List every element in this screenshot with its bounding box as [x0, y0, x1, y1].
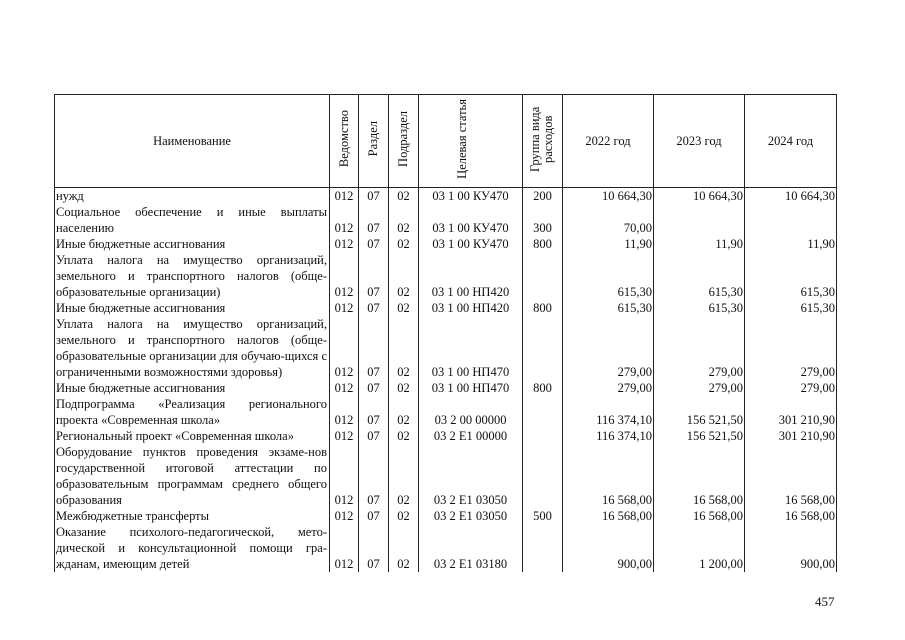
cell-name: Подпрограмма «Реализация регионального проекта «Современная школа» [55, 396, 330, 428]
page-number: 457 [815, 594, 835, 609]
cell-subsection: 02 [389, 524, 419, 572]
table-row [55, 300, 837, 316]
cell-expense-group: 300 [523, 204, 563, 236]
cell-section: 07 [359, 380, 389, 396]
cell-2024 [745, 204, 837, 236]
cell-2024: 16 568,00 [745, 444, 837, 508]
table-row [55, 204, 837, 236]
cell-department: 012 [330, 396, 359, 428]
table-row [55, 396, 837, 428]
cell-section: 07 [359, 236, 389, 252]
cell-section: 07 [359, 252, 389, 300]
cell-department: 012 [330, 380, 359, 396]
cell-2022: 70,00 [563, 204, 654, 236]
cell-department: 012 [330, 316, 359, 380]
cell-expense-group [523, 444, 563, 508]
cell-expense-group: 800 [523, 236, 563, 252]
cell-target-article: 03 1 00 КУ470 [419, 188, 523, 205]
cell-expense-group: 800 [523, 380, 563, 396]
budget-table [54, 94, 837, 572]
cell-department: 012 [330, 236, 359, 252]
header-row [55, 95, 837, 188]
cell-2023: 11,90 [654, 236, 745, 252]
cell-2023: 615,30 [654, 300, 745, 316]
header-year-2024: 2024 год [745, 95, 837, 188]
cell-name: Иные бюджетные ассигнования [55, 236, 330, 252]
table-row [55, 188, 837, 205]
header-section: Раздел [359, 95, 389, 188]
header-department: Ведомство [330, 95, 359, 188]
cell-name: Иные бюджетные ассигнования [55, 300, 330, 316]
table-row [55, 236, 837, 252]
cell-target-article: 03 1 00 НП420 [419, 300, 523, 316]
cell-expense-group: 500 [523, 508, 563, 524]
table-row [55, 508, 837, 524]
cell-expense-group [523, 524, 563, 572]
cell-target-article: 03 1 00 КУ470 [419, 204, 523, 236]
table-row [55, 444, 837, 508]
cell-name: Оборудование пунктов проведения экзаме-нов государственной итоговой аттестации по образовательным программам среднего общего образования [55, 444, 330, 508]
cell-2023: 1 200,00 [654, 524, 745, 572]
cell-name: Межбюджетные трансферты [55, 508, 330, 524]
table-row [55, 252, 837, 300]
cell-subsection: 02 [389, 204, 419, 236]
cell-subsection: 02 [389, 508, 419, 524]
cell-department: 012 [330, 444, 359, 508]
budget-document [54, 94, 837, 572]
table-row [55, 524, 837, 572]
cell-name: Иные бюджетные ассигнования [55, 380, 330, 396]
cell-2024: 615,30 [745, 300, 837, 316]
header-name: Наименование [55, 95, 330, 188]
cell-subsection: 02 [389, 252, 419, 300]
cell-expense-group: 200 [523, 188, 563, 205]
cell-subsection: 02 [389, 316, 419, 380]
cell-2023: 156 521,50 [654, 428, 745, 444]
cell-department: 012 [330, 524, 359, 572]
cell-2024: 279,00 [745, 380, 837, 396]
header-year-2022: 2022 год [563, 95, 654, 188]
cell-target-article: 03 1 00 НП470 [419, 380, 523, 396]
cell-department: 012 [330, 204, 359, 236]
cell-2022: 16 568,00 [563, 508, 654, 524]
cell-2023: 16 568,00 [654, 508, 745, 524]
cell-target-article: 03 2 E1 03050 [419, 508, 523, 524]
cell-department: 012 [330, 188, 359, 205]
cell-target-article: 03 2 E1 00000 [419, 428, 523, 444]
header-year-2023: 2023 год [654, 95, 745, 188]
cell-target-article: 03 2 E1 03180 [419, 524, 523, 572]
cell-2023: 279,00 [654, 380, 745, 396]
cell-target-article: 03 1 00 КУ470 [419, 236, 523, 252]
cell-2023: 615,30 [654, 252, 745, 300]
cell-section: 07 [359, 524, 389, 572]
cell-2023: 156 521,50 [654, 396, 745, 428]
header-target-article: Целевая статья [419, 95, 523, 188]
cell-section: 07 [359, 204, 389, 236]
cell-target-article: 03 2 E1 03050 [419, 444, 523, 508]
cell-subsection: 02 [389, 300, 419, 316]
cell-2024: 615,30 [745, 252, 837, 300]
cell-2024: 900,00 [745, 524, 837, 572]
cell-department: 012 [330, 428, 359, 444]
cell-subsection: 02 [389, 428, 419, 444]
cell-2024: 16 568,00 [745, 508, 837, 524]
header-expense-group: Группа вида расходов [523, 95, 563, 188]
cell-name: Оказание психолого-педагогической, мето-дической и консультационной помощи гра-жданам, имеющим детей [55, 524, 330, 572]
cell-2024: 10 664,30 [745, 188, 837, 205]
header-subsection: Подраздел [389, 95, 419, 188]
cell-2024: 11,90 [745, 236, 837, 252]
cell-name: Социальное обеспечение и иные выплаты населению [55, 204, 330, 236]
cell-department: 012 [330, 508, 359, 524]
cell-target-article: 03 1 00 НП420 [419, 252, 523, 300]
cell-department: 012 [330, 252, 359, 300]
cell-2022: 116 374,10 [563, 396, 654, 428]
cell-2022: 615,30 [563, 300, 654, 316]
cell-expense-group [523, 396, 563, 428]
cell-name: нужд [55, 188, 330, 205]
cell-target-article: 03 2 00 00000 [419, 396, 523, 428]
cell-2023: 10 664,30 [654, 188, 745, 205]
cell-2022: 279,00 [563, 380, 654, 396]
cell-2023: 16 568,00 [654, 444, 745, 508]
cell-2024: 279,00 [745, 316, 837, 380]
cell-subsection: 02 [389, 188, 419, 205]
cell-2022: 900,00 [563, 524, 654, 572]
cell-section: 07 [359, 428, 389, 444]
cell-section: 07 [359, 396, 389, 428]
cell-2023: 279,00 [654, 316, 745, 380]
cell-2022: 16 568,00 [563, 444, 654, 508]
cell-section: 07 [359, 444, 389, 508]
cell-2022: 10 664,30 [563, 188, 654, 205]
table-row [55, 428, 837, 444]
cell-section: 07 [359, 300, 389, 316]
cell-2024: 301 210,90 [745, 428, 837, 444]
cell-subsection: 02 [389, 380, 419, 396]
cell-subsection: 02 [389, 396, 419, 428]
cell-2022: 615,30 [563, 252, 654, 300]
cell-name: Уплата налога на имущество организаций, земельного и транспортного налогов (обще-образовательные организации для обучаю-щихся с ограниченными возможностями здоровья) [55, 316, 330, 380]
cell-2022: 11,90 [563, 236, 654, 252]
cell-expense-group [523, 428, 563, 444]
table-row [55, 316, 837, 380]
cell-2022: 116 374,10 [563, 428, 654, 444]
cell-name: Уплата налога на имущество организаций, земельного и транспортного налогов (обще-образовательные организации) [55, 252, 330, 300]
cell-2022: 279,00 [563, 316, 654, 380]
cell-target-article: 03 1 00 НП470 [419, 316, 523, 380]
cell-expense-group [523, 316, 563, 380]
table-row [55, 380, 837, 396]
cell-subsection: 02 [389, 236, 419, 252]
cell-name: Региональный проект «Современная школа» [55, 428, 330, 444]
cell-expense-group: 800 [523, 300, 563, 316]
cell-department: 012 [330, 300, 359, 316]
cell-section: 07 [359, 188, 389, 205]
cell-2024: 301 210,90 [745, 396, 837, 428]
cell-section: 07 [359, 508, 389, 524]
cell-section: 07 [359, 316, 389, 380]
cell-2023 [654, 204, 745, 236]
cell-subsection: 02 [389, 444, 419, 508]
cell-expense-group [523, 252, 563, 300]
